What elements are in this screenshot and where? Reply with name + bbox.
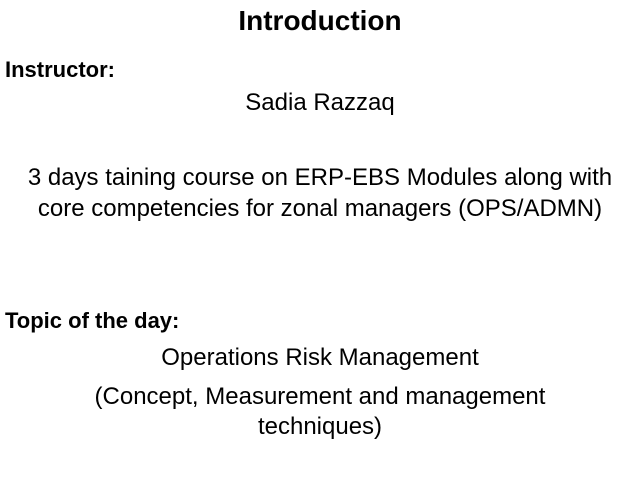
topic-title: Operations Risk Management	[161, 344, 479, 371]
instructor-label: Instructor:	[5, 57, 115, 82]
course-description-line-1: 3 days taining course on ERP-EBS Modules along with	[27, 164, 613, 191]
topic-subtitle	[0, 382, 640, 442]
topic-label: Topic of the day:	[5, 308, 180, 333]
instructor-name: Sadia Razzaq	[245, 89, 395, 116]
slide-title: Introduction	[238, 5, 402, 36]
course-description	[0, 162, 640, 224]
topic-subtitle-line-1: (Concept, Measurement and management	[94, 383, 546, 410]
course-description-line-2: core competencies for zonal managers (OPS/ADMN)	[37, 195, 603, 222]
topic-subtitle-line-2: techniques)	[257, 413, 383, 440]
